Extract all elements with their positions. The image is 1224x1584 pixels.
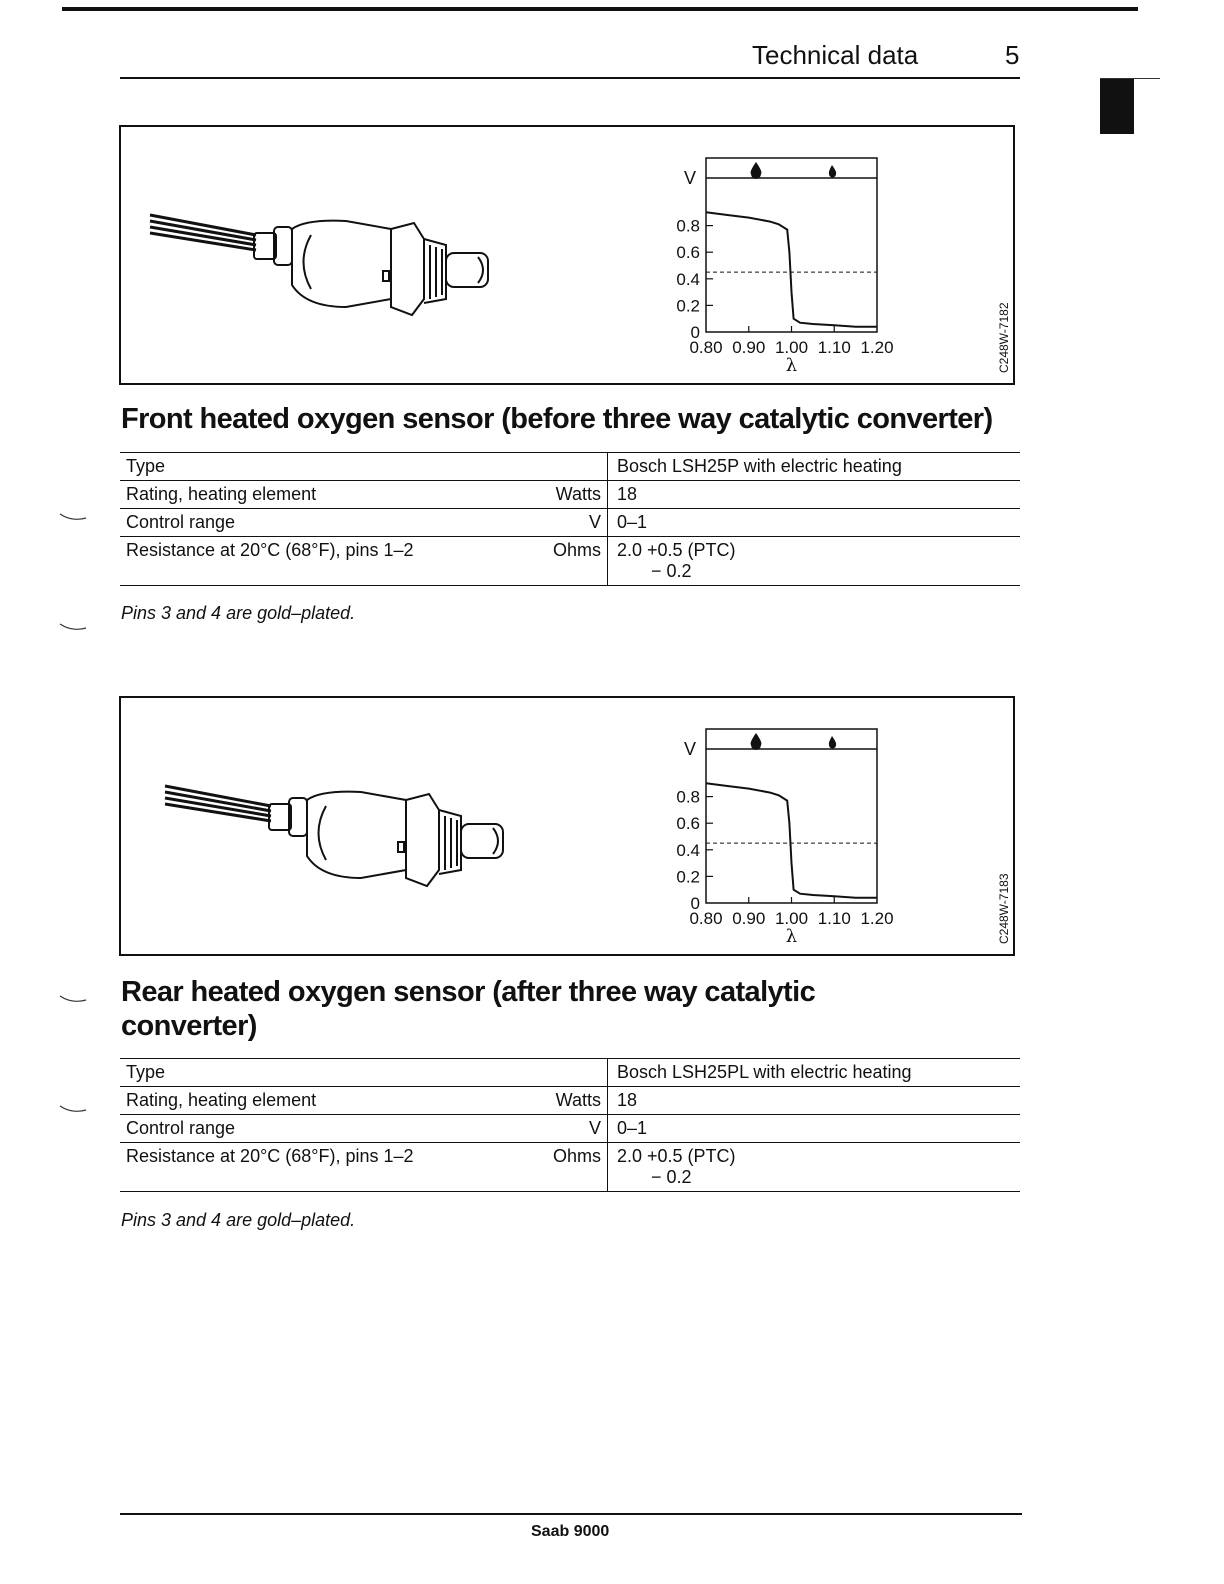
y-tick-label: 0.8 (676, 216, 700, 236)
x-axis-label: λ (785, 355, 798, 376)
spec-value: 18 (617, 484, 638, 504)
gold-plated-note: Pins 3 and 4 are gold–plated. (121, 1210, 356, 1230)
section-thumb-tab (1100, 78, 1134, 134)
x-tick-label: 0.80 (689, 909, 723, 928)
footer-model: Saab 9000 (531, 1523, 610, 1540)
x-tick-label: 1.20 (860, 909, 894, 928)
y-tick-label: 0.6 (676, 814, 700, 834)
spec-label: Control range (126, 512, 236, 532)
x-tick-label: 0.90 (732, 338, 766, 357)
spec-value: 18 (617, 1090, 638, 1110)
spec-value: Bosch LSH25PL with electric heating (617, 1062, 912, 1082)
spec-label: Resistance at 20°C (68°F), pins 1–2 (126, 1146, 414, 1166)
y-axis-label: V (683, 739, 697, 759)
spec-value-main: 2.0 +0.5 (PTC) (617, 1146, 736, 1166)
plot-frame (706, 729, 877, 903)
x-tick-label: 1.00 (774, 909, 809, 928)
y-axis-label: V (683, 168, 697, 188)
y-tick-label: 0.6 (676, 243, 700, 263)
table-row (120, 1115, 1020, 1143)
y-tick-label: 0 (690, 323, 700, 342)
x-axis-label: λ (785, 926, 798, 947)
rich-fuel-drop-icon (751, 162, 762, 179)
series-line (706, 212, 877, 326)
y-tick-label: 0 (690, 894, 700, 913)
top-rule (62, 7, 1138, 11)
binding-mark (58, 620, 88, 634)
lean-fuel-drop-icon (829, 165, 836, 178)
x-tick-label: 0.90 (732, 909, 766, 928)
x-tick-label: 0.80 (689, 338, 723, 357)
footer-rule (120, 1513, 1022, 1515)
binding-mark (58, 510, 88, 524)
table-row (120, 537, 1020, 586)
table-row (120, 1087, 1020, 1115)
y-tick-label: 0.4 (676, 269, 700, 289)
spec-label: Type (126, 1062, 166, 1082)
voltage-lambda-chart (121, 127, 1013, 383)
section-title-front: Front heated oxygen sensor (before three way catalytic converter) (121, 403, 993, 435)
spec-unit: V (532, 509, 608, 537)
spec-value: 0–1 (617, 512, 648, 532)
spec-unit (532, 453, 608, 481)
spec-unit (532, 1059, 608, 1087)
rich-fuel-drop-icon (751, 733, 762, 750)
figure-code: C248W-7183 (997, 873, 1011, 944)
spec-label: Type (126, 456, 166, 476)
y-tick-label: 0.2 (676, 296, 700, 316)
y-tick-label: 0.4 (676, 840, 700, 860)
table-row (120, 509, 1020, 537)
x-tick-label: 1.20 (860, 338, 894, 357)
front-sensor-figure (119, 125, 1015, 385)
page-title: Technical data (752, 40, 919, 70)
spec-unit: Ohms (532, 1143, 608, 1192)
plot-frame (706, 158, 877, 332)
spec-unit: V (532, 1115, 608, 1143)
rear-sensor-figure (119, 696, 1015, 956)
spec-label: Control range (126, 1118, 236, 1138)
spec-unit: Ohms (532, 537, 608, 586)
x-tick-label: 1.00 (774, 338, 809, 357)
rear-sensor-spec-table (120, 1058, 1020, 1192)
series-line (706, 783, 877, 897)
x-tick-label: 1.10 (817, 909, 851, 928)
spec-value (608, 1143, 1021, 1192)
section-title-rear: Rear heated oxygen sensor (after three way catalytic converter) (121, 976, 816, 1042)
spec-unit: Watts (532, 1087, 608, 1115)
spec-value (608, 537, 1021, 586)
binding-mark (58, 1102, 88, 1116)
spec-value-main: 2.0 +0.5 (PTC) (617, 540, 736, 560)
spec-value: Bosch LSH25P with electric heating (617, 456, 902, 476)
table-row (120, 1059, 1020, 1087)
thumb-tab-line (1100, 78, 1160, 79)
page-number: 5 (1005, 40, 1020, 70)
table-row (120, 481, 1020, 509)
spec-unit: Watts (532, 481, 608, 509)
spec-value: 0–1 (617, 1118, 648, 1138)
table-row (120, 453, 1020, 481)
x-tick-label: 1.10 (817, 338, 851, 357)
front-sensor-spec-table (120, 452, 1020, 586)
header-rule (120, 77, 1020, 79)
spec-value-tolerance: − 0.2 (651, 1167, 692, 1187)
figure-code: C248W-7182 (997, 302, 1011, 373)
spec-label: Resistance at 20°C (68°F), pins 1–2 (126, 540, 414, 560)
y-tick-label: 0.2 (676, 867, 700, 887)
voltage-lambda-chart (121, 698, 1013, 954)
spec-label: Rating, heating element (126, 1090, 317, 1110)
lean-fuel-drop-icon (829, 736, 836, 749)
binding-mark (58, 992, 88, 1006)
spec-label: Rating, heating element (126, 484, 317, 504)
table-row (120, 1143, 1020, 1192)
y-tick-label: 0.8 (676, 787, 700, 807)
gold-plated-note: Pins 3 and 4 are gold–plated. (121, 603, 356, 623)
spec-value-tolerance: − 0.2 (651, 561, 692, 581)
